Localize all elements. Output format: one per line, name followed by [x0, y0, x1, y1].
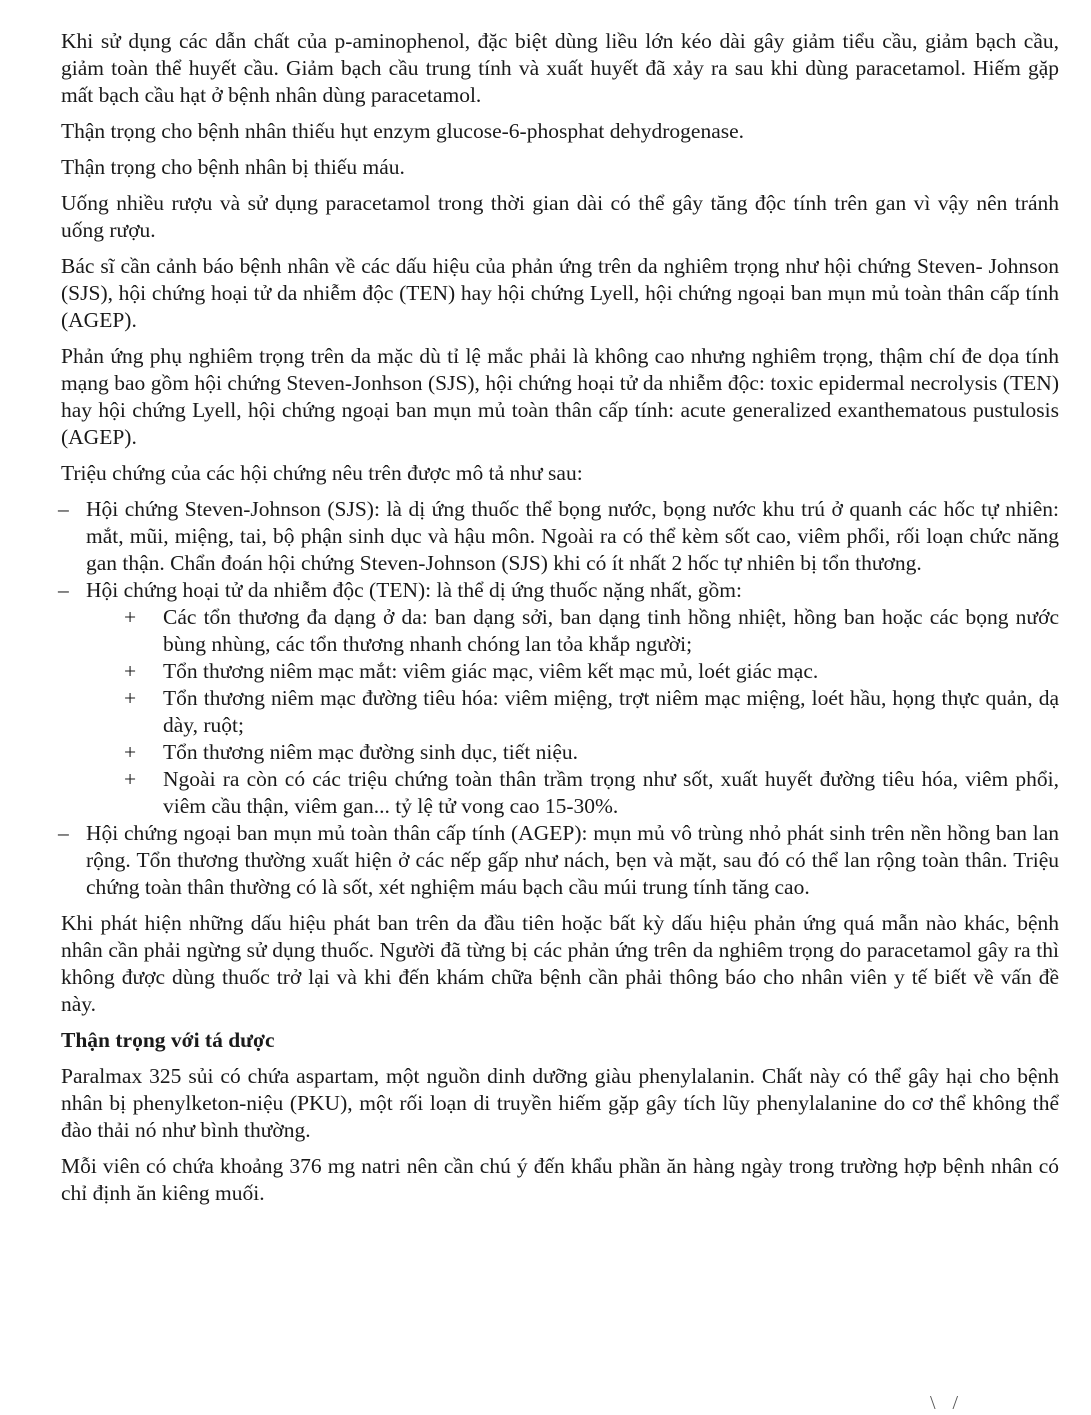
paragraph: Khi phát hiện những dấu hiệu phát ban trên da đầu tiên hoặc bất kỳ dấu hiệu phản ứng quá mẫn nào khác, bệnh nhân cần phải ngừng sử dụng thuốc. Người đã từng bị các phản ứng trên da nghiêm trọng do paracetamol gây ra thì không được dùng thuốc trở lại và khi đến khám chữa bệnh cần phải thông báo cho nhân viên y tế biết về vấn đề này.: [61, 911, 1059, 1016]
plus-marker: +: [124, 659, 137, 683]
list-item-agep: [58, 820, 1059, 901]
plus-marker: +: [124, 605, 137, 629]
sub-item-text: Ngoài ra còn có các triệu chứng toàn thân trầm trọng như sốt, xuất huyết đường tiêu hóa, viêm phổi, viêm cầu thận, viêm gan... tỷ lệ tử vong cao 15-30%.: [163, 767, 1059, 818]
sub-list-item: [61, 604, 1059, 658]
plus-marker: +: [124, 740, 137, 764]
dash-marker: –: [58, 497, 69, 521]
sub-item-text: Tổn thương niêm mạc đường sinh dục, tiết niệu.: [163, 740, 579, 764]
list-item-text: Hội chứng Steven-Johnson (SJS): là dị ứng thuốc thể bọng nước, bọng nước khu trú ở quanh các hốc tự nhiên: mắt, mũi, miệng, tai, bộ phận sinh dục và hậu môn. Ngoài ra có thể kèm sốt cao, viêm phổi, rối loạn chức năng gan thận. Chẩn đoán hội chứng Steven-Johnson (SJS) khi có ít nhất 2 hốc tự nhiên bị tổn thương.: [86, 497, 1059, 575]
sub-list-item: [61, 658, 1059, 685]
handwritten-mark: \ /: [930, 1392, 965, 1414]
list-item-text: Hội chứng ngoại ban mụn mủ toàn thân cấp tính (AGEP): mụn mủ vô trùng nhỏ phát sinh trên nền hồng ban lan rộng. Tổn thương thường xuất hiện ở các nếp gấp như nách, bẹn và mặt, sau đó có thể lan rộng toàn thân. Triệu chứng toàn thân thường có là sốt, xét nghiệm máu bạch cầu múi trung tính tăng cao.: [86, 821, 1059, 899]
paragraph: Paralmax 325 sủi có chứa aspartam, một nguồn dinh dưỡng giàu phenylalanin. Chất này có thể gây hại cho bệnh nhân bị phenylketon-niệu (PKU), một rối loạn di truyền hiếm gặp gây tích lũy phenylalanine do cơ thể không thể đào thải nó như bình thường.: [61, 1064, 1059, 1142]
symptom-list: [58, 496, 1059, 901]
document-page: [58, 28, 1059, 1216]
paragraph: Thận trọng cho bệnh nhân bị thiếu máu.: [61, 155, 405, 179]
list-item-sjs: [58, 496, 1059, 577]
dash-marker: –: [58, 821, 69, 845]
plus-marker: +: [124, 686, 137, 710]
paragraph: Mỗi viên có chứa khoảng 376 mg natri nên cần chú ý đến khẩu phần ăn hàng ngày trong trường hợp bệnh nhân có chỉ định ăn kiêng muối.: [61, 1154, 1059, 1205]
sub-list-item: [61, 739, 1059, 766]
ten-sub-list: [61, 604, 1059, 820]
sub-item-text: Tổn thương niêm mạc đường tiêu hóa: viêm miệng, trợt niêm mạc miệng, loét hầu, họng thực quản, dạ dày, ruột;: [163, 686, 1059, 737]
sub-list-item: [61, 766, 1059, 820]
section-heading: Thận trọng với tá dược: [61, 1028, 275, 1052]
dash-marker: –: [58, 578, 69, 602]
list-item-ten: [58, 577, 1059, 604]
paragraph: Triệu chứng của các hội chứng nêu trên được mô tả như sau:: [61, 461, 583, 485]
list-item-text: Hội chứng hoại tử da nhiễm độc (TEN): là thể dị ứng thuốc nặng nhất, gồm:: [86, 578, 742, 602]
sub-list-item: [61, 685, 1059, 739]
plus-marker: +: [124, 767, 137, 791]
paragraph: Bác sĩ cần cảnh báo bệnh nhân về các dấu hiệu của phản ứng trên da nghiêm trọng như hội chứng Steven- Johnson (SJS), hội chứng hoại tử da nhiễm độc (TEN) hay hội chứng Lyell, hội chứng ngoại ban mụn mủ toàn thân cấp tính (AGEP).: [61, 254, 1059, 332]
sub-item-text: Các tổn thương đa dạng ở da: ban dạng sởi, ban dạng tinh hồng nhiệt, hồng ban hoặc các bọng nước bùng nhùng, các tổn thương nhanh chóng lan tỏa khắp người;: [163, 605, 1059, 656]
paragraph: Thận trọng cho bệnh nhân thiếu hụt enzym glucose-6-phosphat dehydrogenase.: [61, 119, 745, 143]
paragraph: Phản ứng phụ nghiêm trọng trên da mặc dù tỉ lệ mắc phải là không cao nhưng nghiêm trọng, thậm chí đe dọa tính mạng bao gồm hội chứng Steven-Jonhson (SJS), hội chứng hoại tử da nhiễm độc: toxic epidermal necrolysis (TEN) hay hội chứng Lyell, hội chứng ngoại ban mụn mủ toàn thân cấp tính: acute generalized exanthematous pustulosis (AGEP).: [61, 344, 1059, 449]
sub-item-text: Tổn thương niêm mạc mắt: viêm giác mạc, viêm kết mạc mủ, loét giác mạc.: [163, 659, 819, 683]
paragraph: Uống nhiều rượu và sử dụng paracetamol trong thời gian dài có thể gây tăng độc tính trên gan vì vậy nên tránh uống rượu.: [61, 191, 1059, 242]
paragraph: Khi sử dụng các dẫn chất của p-aminophenol, đặc biệt dùng liều lớn kéo dài gây giảm tiểu cầu, giảm bạch cầu, giảm toàn thể huyết cầu. Giảm bạch cầu trung tính và xuất huyết đã xảy ra sau khi dùng paracetamol. Hiếm gặp mất bạch cầu hạt ở bệnh nhân dùng paracetamol.: [61, 29, 1059, 107]
